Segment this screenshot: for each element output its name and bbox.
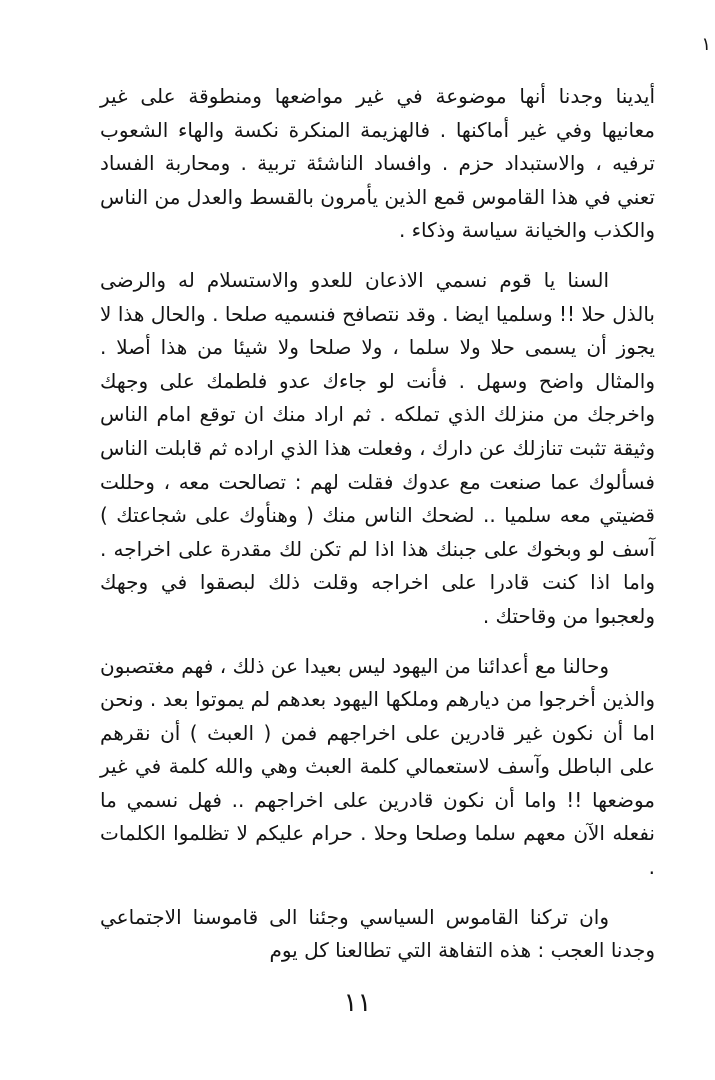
corner-mark: ١ [701, 34, 711, 55]
paragraph-1: أيدينا وجدنا أنها موضوعة في غير مواضعها ومنطوقة على غير معانيها وفي غير أماكنها . فالهزيمة المنكرة نكسة والهاء الشعوب ترفيه ، والاستبداد حزم . وافساد الناشئة تربية . ومحاربة الفساد تعني في هذا القاموس قمع الذين يأمرون بالقسط والعدل من الناس والكذب والخيانة سياسة وذكاء . [100, 84, 655, 243]
paragraph-3: وحالنا مع أعدائنا من اليهود ليس بعيدا عن ذلك ، فهم مغتصبون والذين أخرجوا من ديارهم وملكها اليهود بعدهم لم يموتوا بعد . ونحن اما أن نكون غير قادرين على اخراجهم فمن ( العبث ) أن نقرهم على الباطل وآسف لاستعمالي كلمة العبث وهي والله كلمة في غير موضعها !! واما أن نكون قادرين على اخراجهم .. فهل نسمي ما نفعله الآن معهم سلما وصلحا وحلا . حرام عليكم لا تظلموا الكلمات . [100, 653, 655, 880]
paragraph-2: السنا يا قوم نسمي الاذعان للعدو والاستسلام له والرضى بالذل حلا !! وسلميا ايضا . وقد نتصافح فنسميه صلحا . والحال هذا لا يجوز أن يسمى حلا ولا سلما ، ولا صلحا ولا شيئا من هذا أصلا . والمثال واضح وسهل . فأنت لو جاءك عدو فلطمك على وجهك واخرجك من منزلك الذي تملكه . ثم اراد منك ان توقع امام الناس وثيقة تثبت تنازلك عن دارك ، وفعلت هذا الذي اراده ثم قابلت الناس فسألوك عما صنعت مع عدوك فقلت لهم : تصالحت معه ، وحللت قضيتي معه سلميا .. لضحك الناس منك ( وهنأوك على شجاعتك ) آسف لو وبخوك على جبنك هذا اذا لم تكن لك مقدرة على اخراجه . واما اذا كنت قادرا على اخراجه وقلت ذلك لبصقوا في وجهك ولعجبوا من وقاحتك . [100, 267, 655, 628]
paragraph-4: وان تركنا القاموس السياسي وجئنا الى قاموسنا الاجتماعي وجدنا العجب : هذه التفاهة التي تطالعنا كل يوم [100, 904, 655, 963]
page-number: ١١ [343, 988, 372, 1018]
page-text [100, 80, 655, 968]
